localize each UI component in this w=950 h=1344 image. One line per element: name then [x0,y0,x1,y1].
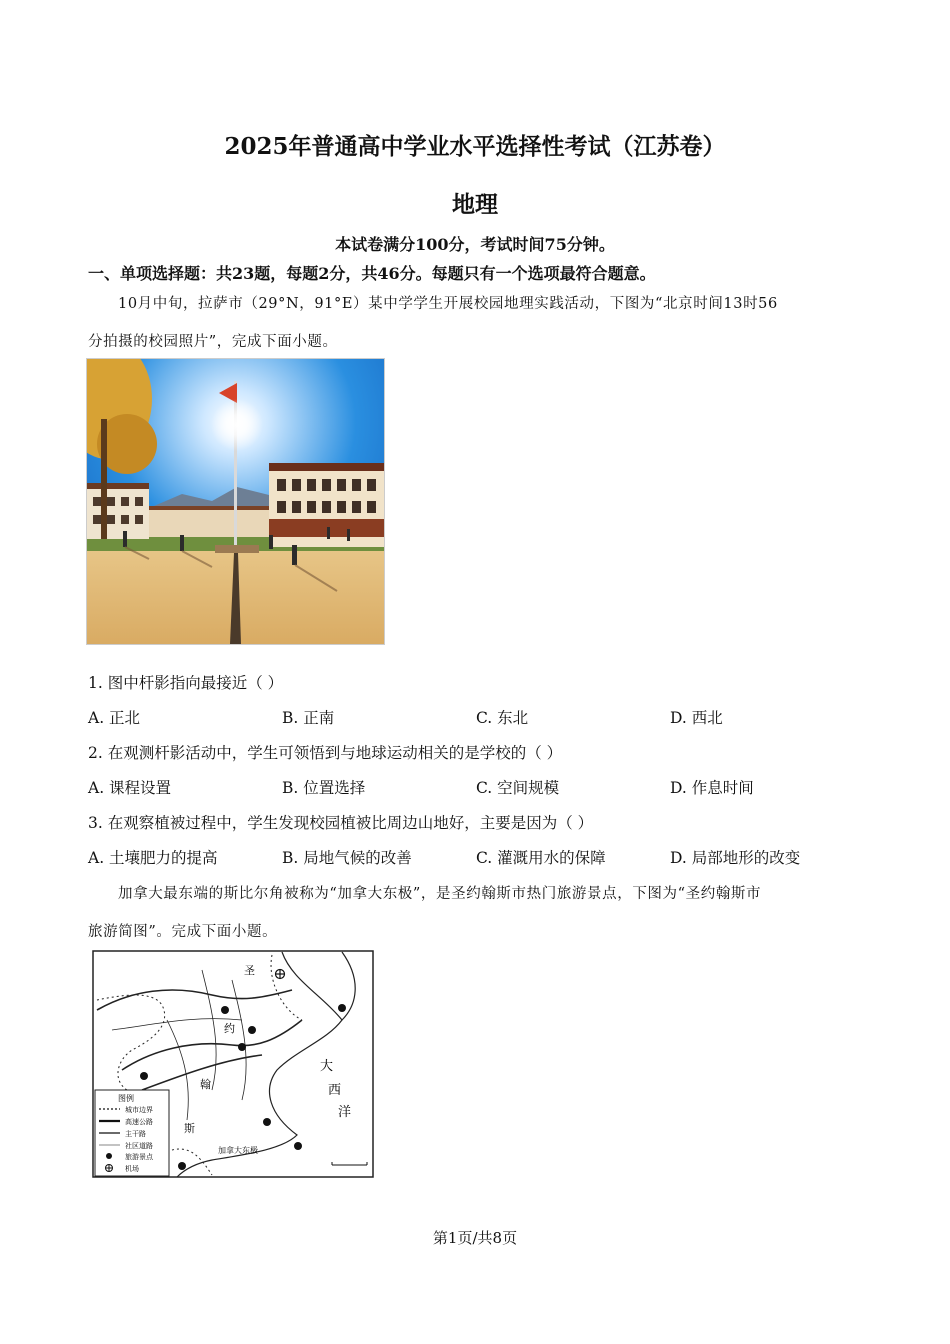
subject-title: 地理 [452,191,498,218]
q2-option-b[interactable]: B. 位置选择 [282,779,366,797]
map-label-sheng: 圣 [244,964,255,977]
map-label-east-pole: 加拿大东极 [218,1146,258,1155]
passage1-line1: 10月中旬，拉萨市（29°N，91°E）某中学学生开展校园地理实践活动，下图为“北京时间13时56 [118,296,778,312]
question-1-stem: 1. 图中杆影指向最接近（ ） [88,674,284,692]
q1-option-b[interactable]: B. 正南 [282,709,335,727]
q1-option-a[interactable]: A. 正北 [88,709,141,727]
q2-option-c[interactable]: C. 空间规模 [476,779,560,797]
map-label-da: 大 [320,1059,334,1074]
passage2-line2: 旅游简图”。完成下面小题。 [88,924,278,940]
exam-note: 本试卷满分100分，考试时间75分钟。 [335,235,615,254]
map-label-yang: 洋 [338,1105,352,1120]
q3-option-c[interactable]: C. 灌溉用水的保障 [476,849,606,867]
q2-option-d[interactable]: D. 作息时间 [670,779,754,797]
question-2-stem: 2. 在观测杆影活动中，学生可领悟到与地球运动相关的是学校的（ ） [88,744,563,762]
q1-option-d[interactable]: D. 西北 [670,709,723,727]
legend-item-expressway: 高速公路 [125,1118,153,1126]
page-footer: 第1页/共8页 [432,1229,518,1247]
q3-option-d[interactable]: D. 局部地形的改变 [670,849,801,867]
map-label-si: 斯 [184,1122,195,1135]
exam-title: 2025年普通高中学业水平选择性考试（江苏卷） [224,133,726,160]
tourism-map [92,950,374,1178]
q2-option-a[interactable]: A. 课程设置 [88,779,172,797]
legend-item-community-road: 社区道路 [125,1142,153,1150]
campus-photo [86,358,385,645]
q1-option-c[interactable]: C. 东北 [476,709,529,727]
q3-option-a[interactable]: A. 土壤肥力的提高 [88,849,218,867]
legend-title: 图例 [118,1094,134,1103]
map-label-han: 翰 [200,1078,211,1091]
section-heading: 一、单项选择题：共23题，每题2分，共46分。每题只有一个选项最符合题意。 [88,264,656,283]
legend-item-attraction: 旅游景点 [125,1153,153,1161]
legend-item-airport: 机场 [125,1165,139,1173]
question-3-stem: 3. 在观察植被过程中，学生发现校园植被比周边山地好，主要是因为（ ） [88,814,594,832]
legend-item-city-boundary: 城市边界 [125,1106,153,1114]
passage2-line1: 加拿大最东端的斯比尔角被称为“加拿大东极”，是圣约翰斯市热门旅游景点，下图为“圣约翰斯市 [118,886,762,902]
passage1-line2: 分拍摄的校园照片”，完成下面小题。 [88,334,338,350]
legend-item-main-road: 主干路 [125,1130,146,1138]
q3-option-b[interactable]: B. 局地气候的改善 [282,849,412,867]
map-label-xi: 西 [328,1083,342,1098]
map-label-yue: 约 [224,1022,235,1035]
